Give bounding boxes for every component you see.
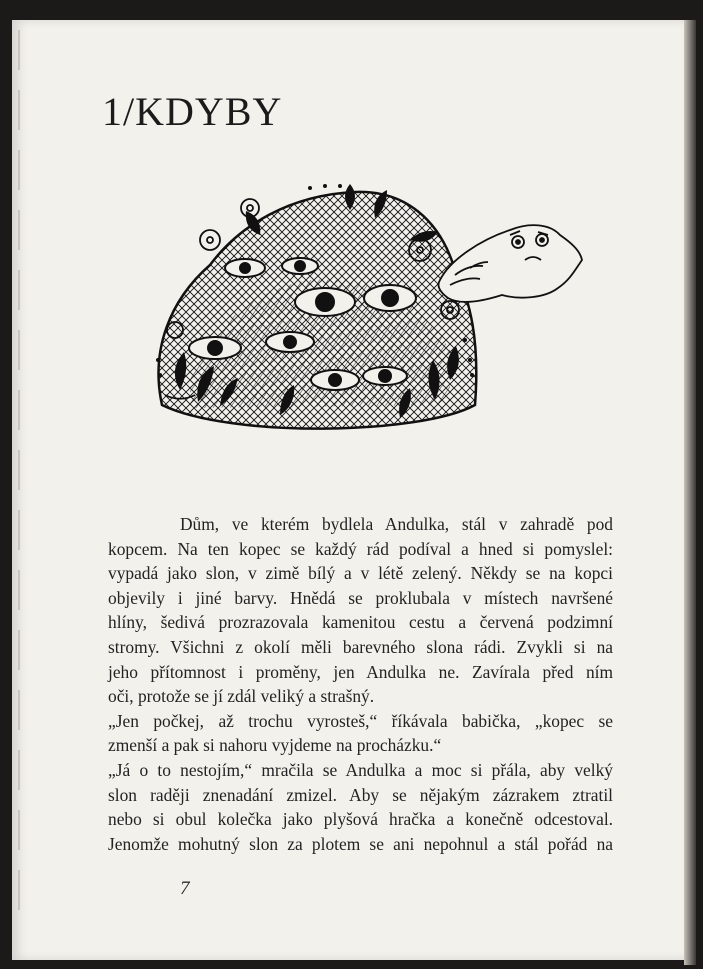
text-line: jeho přítomnost i proměny, jen Andulka ne. Zavírala před ním [108,661,613,682]
text-line: oči, protože se jí zdál veliký a strašný. [108,686,375,707]
text-line: kopcem. Na ten kopec se každý rád podíval a hned si pomyslel: [108,538,613,559]
text-line: hlíny, šedivá prozrazovala kamenitou cestu a červená podzimní [108,612,613,633]
text-line: objevily i jiné barvy. Hnědá se proklubala v místech navršené [108,587,613,608]
text-line: vypadá jako slon, v zimě bílý a v létě zelený. Někdy se na kopci [108,563,613,584]
page-edge [684,20,696,965]
text-line: zmenší a pak si nahoru vyjdeme na procházku.“ [108,735,442,756]
text-line: slon raději znenadání zmizel. Aby se nějakým zázrakem ztratil [108,784,613,805]
text-line: stromy. Všichni z okolí měli barevného slona rádi. Zvykli si na [108,636,613,657]
text-line: „Jen počkej, až trochu vyrosteš,“ říkávala babička, „kopec se [108,710,613,731]
text-line: „Já o to nestojím,“ mračila se Andulka a moc si přála, aby velký [108,759,613,780]
text-line: nebo si obul kolečka jako plyšová hračka a konečně odcestoval. [108,809,613,830]
paragraph [108,512,613,856]
binding-stitches [18,30,20,930]
text-line: Jenomže mohutný slon za plotem se ani nepohnul a stál pořád na [108,833,613,854]
chapter-illustration [150,180,590,445]
creature-icon [438,225,582,302]
text-line: Dům, ve kterém bydlela Andulka, stál v zahradě pod [180,514,613,534]
page-number: 7 [180,878,190,899]
chapter-title: 1/KDYBY [102,89,283,134]
